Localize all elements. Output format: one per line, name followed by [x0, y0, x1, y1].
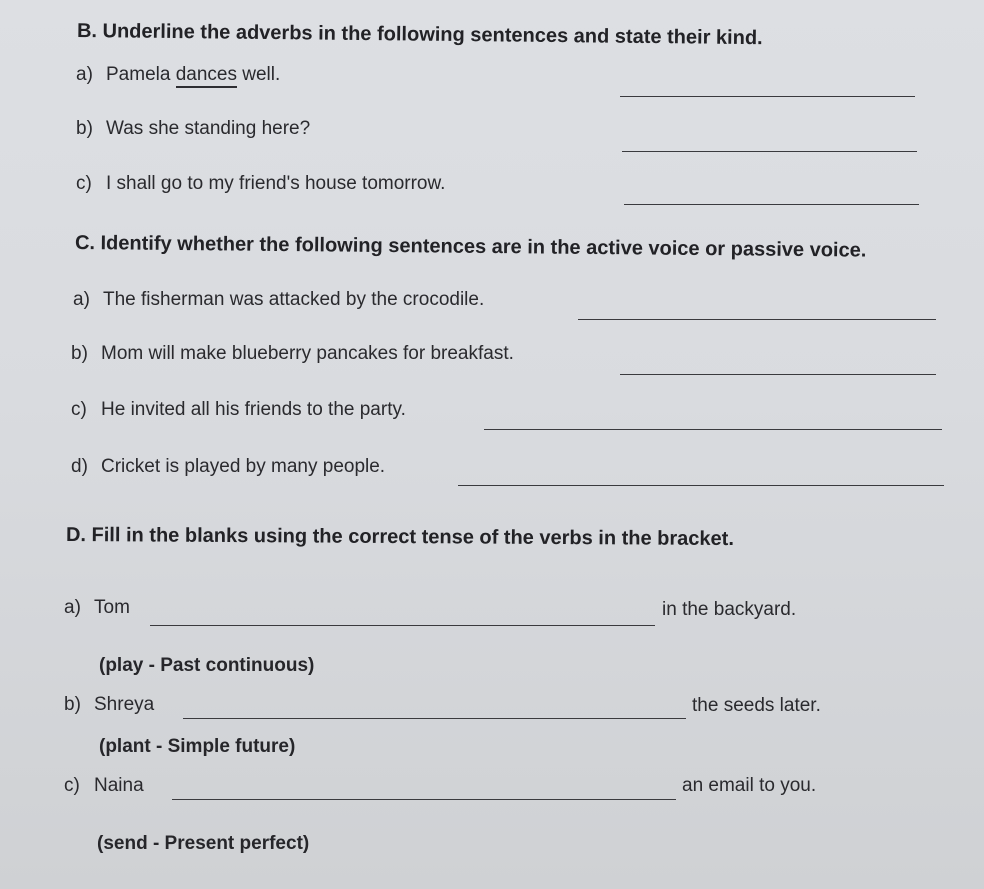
- item-text: I shall go to my friend's house tomorrow.: [106, 173, 446, 194]
- item-letter: a): [73, 289, 90, 310]
- item-text: Mom will make blueberry pancakes for breakfast.: [101, 343, 514, 364]
- verb-hint: (plant - Simple future): [99, 736, 296, 757]
- verb-hint: (play - Past continuous): [99, 655, 315, 676]
- fill-in-blank[interactable]: [150, 625, 655, 626]
- section-b-title: B. Underline the adverbs in the following sentences and state their kind.: [76, 20, 763, 50]
- verb-hint: (send - Present perfect): [97, 833, 310, 854]
- section-d-item-c: [64, 775, 144, 797]
- answer-blank[interactable]: [620, 96, 915, 97]
- answer-blank[interactable]: [622, 151, 917, 152]
- section-c-item-b: [71, 343, 514, 365]
- section-c-item-a: [73, 289, 484, 311]
- item-letter: b): [71, 343, 88, 364]
- section-c-title: C. Identify whether the following sentences are in the active voice or passive voice.: [74, 232, 867, 262]
- section-c-item-c: [71, 399, 406, 421]
- answer-blank[interactable]: [484, 429, 942, 430]
- section-d-title: D. Fill in the blanks using the correct tense of the verbs in the bracket.: [65, 524, 734, 551]
- answer-blank[interactable]: [458, 485, 944, 486]
- item-letter: a): [64, 597, 81, 618]
- item-letter: a): [76, 64, 93, 85]
- item-rest-text: the seeds later.: [692, 695, 821, 716]
- item-text-after: well.: [236, 64, 281, 85]
- item-text: Was she standing here?: [106, 118, 311, 139]
- item-letter: c): [76, 173, 92, 194]
- section-b-item-c: [76, 173, 445, 195]
- section-c-item-d: [71, 456, 385, 478]
- item-subject: Naina: [94, 775, 144, 796]
- fill-in-blank[interactable]: [183, 718, 686, 719]
- fill-in-blank[interactable]: [172, 799, 676, 800]
- answer-blank[interactable]: [624, 204, 919, 205]
- underlined-adverb-word: dances: [176, 64, 237, 88]
- section-b-item-b: [76, 118, 310, 140]
- item-rest-text: in the backyard.: [662, 599, 797, 620]
- item-text: The fisherman was attacked by the crocodile.: [103, 289, 485, 310]
- item-letter: b): [64, 694, 81, 715]
- item-subject: Shreya: [94, 694, 155, 715]
- item-text-before: Pamela: [106, 64, 176, 85]
- item-letter: d): [71, 456, 88, 477]
- item-letter: b): [76, 118, 93, 139]
- answer-blank[interactable]: [620, 374, 936, 375]
- item-rest-text: an email to you.: [682, 775, 817, 796]
- item-letter: c): [64, 775, 80, 796]
- item-text: Cricket is played by many people.: [101, 456, 386, 477]
- section-d-item-b: [64, 694, 154, 716]
- section-d-item-a: [64, 597, 130, 619]
- item-letter: c): [71, 399, 87, 420]
- answer-blank[interactable]: [578, 319, 936, 320]
- section-b-item-a: [76, 64, 280, 86]
- item-text: He invited all his friends to the party.: [101, 399, 406, 420]
- item-subject: Tom: [94, 597, 130, 618]
